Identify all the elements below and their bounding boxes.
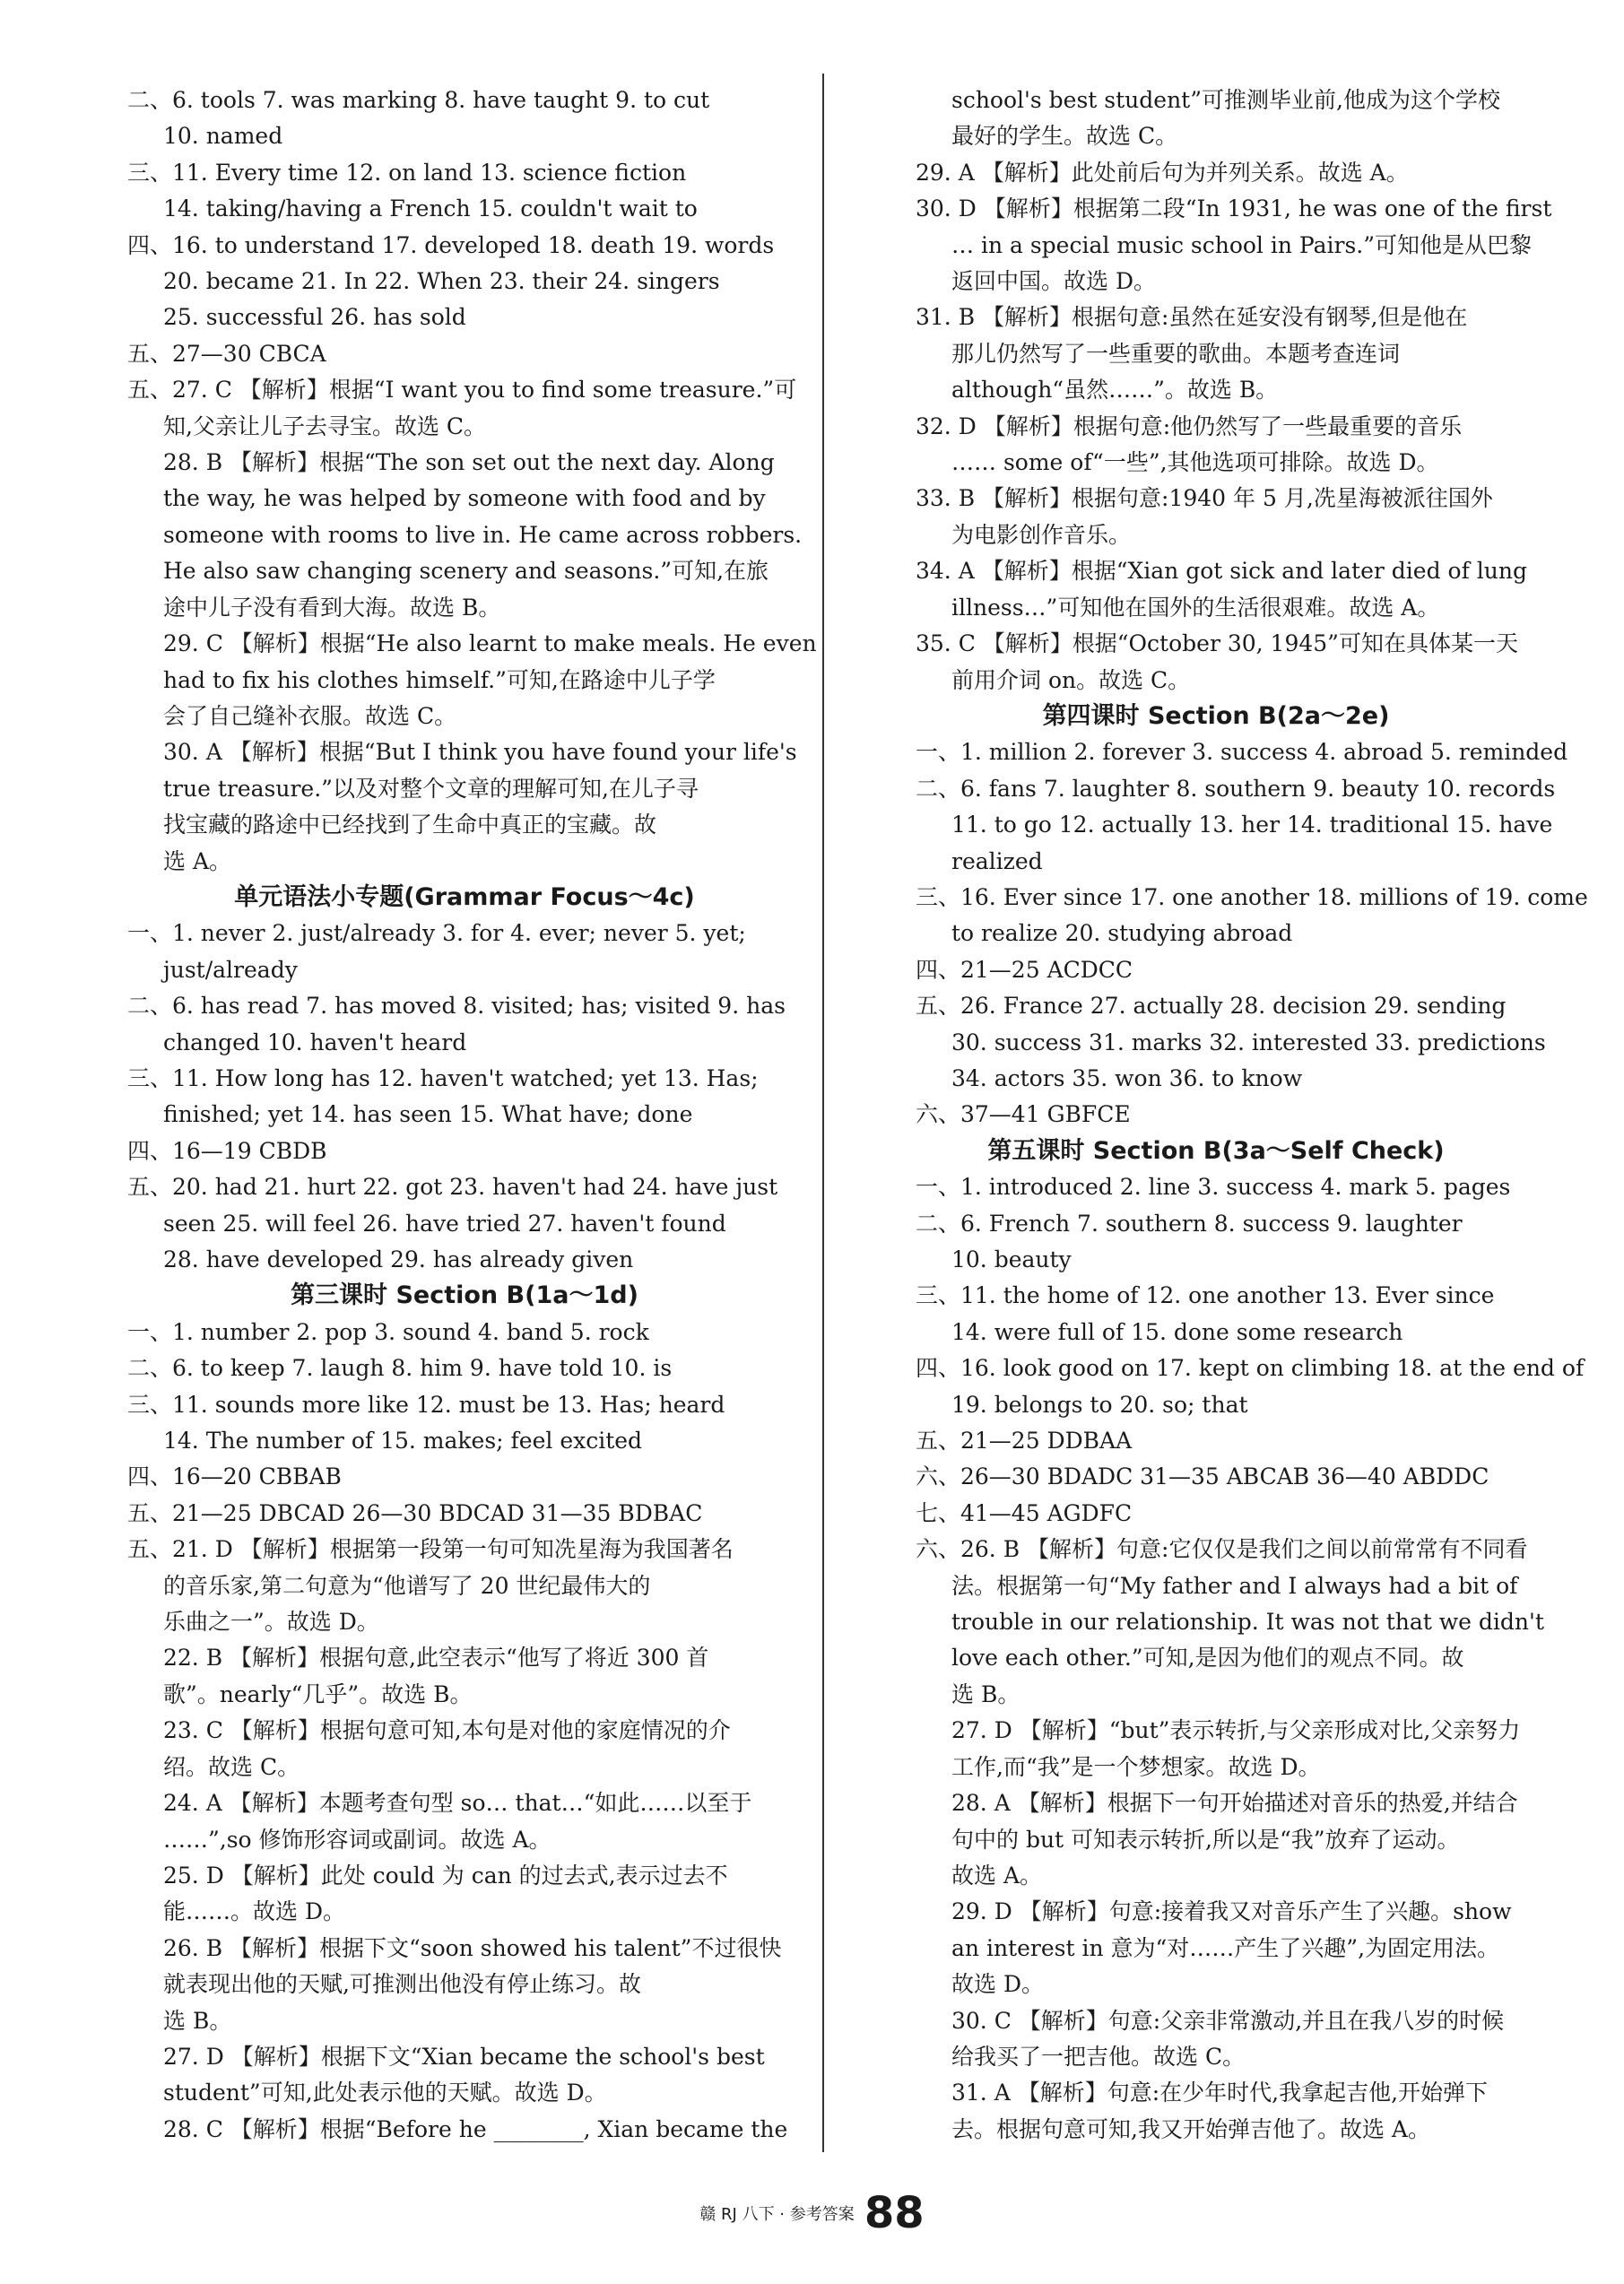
- answer-line: 28. A 【解析】根据下一句开始描述对音乐的热爱,并结合: [951, 1790, 1518, 1817]
- answer-line: 途中儿子没有看到大海。故选 B。: [163, 594, 501, 621]
- answer-line: 22. B 【解析】根据句意,此空表示“他写了将近 300 首: [163, 1645, 709, 1672]
- answer-line: although“虽然……”。故选 B。: [951, 377, 1279, 404]
- answer-line: 选 B。: [163, 2007, 232, 2034]
- answer-line: 三、11. sounds more like 12. must be 13. Has; heard: [127, 1391, 725, 1418]
- column-divider: [822, 74, 824, 2152]
- answer-line: 五、26. France 27. actually 28. decision 29. sending: [916, 993, 1507, 1020]
- answer-line: 28. B 【解析】根据“The son set out the next day. Along: [163, 449, 775, 476]
- answer-line: 30. A 【解析】根据“But I think you have found your life's: [163, 739, 797, 766]
- answer-line: 三、11. How long has 12. haven't watched; yet 13. Has;: [127, 1064, 759, 1091]
- answer-line: 14. taking/having a French 15. couldn't wait to: [163, 195, 698, 222]
- answer-line: someone with rooms to live in. He came across robbers.: [163, 521, 803, 548]
- answer-line: love each other.”可知,是因为他们的观点不同。故: [951, 1645, 1464, 1672]
- answer-line: 四、16. to understand 17. developed 18. death 19. words: [127, 231, 775, 258]
- answer-line: trouble in our relationship. It was not that we didn't: [951, 1609, 1544, 1636]
- page-footer: [0, 2188, 1624, 2238]
- answer-line: 四、16. look good on 17. kept on climbing 18. at the end of: [916, 1355, 1585, 1382]
- answer-line: 35. C 【解析】根据“October 30, 1945”可知在具体某一天: [916, 630, 1518, 657]
- answer-line: 31. B 【解析】根据句意:虽然在延安没有钢琴,但是他在: [916, 304, 1468, 331]
- section-heading: 单元语法小专题(Grammar Focus～4c): [234, 882, 695, 911]
- answer-line: 29. C 【解析】根据“He also learnt to make meals. He even: [163, 630, 817, 657]
- answer-line: 27. D 【解析】“but”表示转折,与父亲形成对比,父亲努力: [951, 1717, 1521, 1744]
- answer-line: 一、1. million 2. forever 3. success 4. abroad 5. reminded: [916, 739, 1568, 766]
- answer-line: just/already: [163, 956, 298, 983]
- answer-line: 二、6. to keep 7. laugh 8. him 9. have told 10. is: [127, 1355, 673, 1382]
- answer-line: 二、6. French 7. southern 8. success 9. laughter: [916, 1210, 1463, 1237]
- answer-line: 30. success 31. marks 32. interested 33. predictions: [951, 1029, 1546, 1055]
- answer-line: to realize 20. studying abroad: [951, 920, 1293, 947]
- answer-line: seen 25. will feel 26. have tried 27. haven't found: [163, 1210, 726, 1237]
- answer-line: 33. B 【解析】根据句意:1940 年 5 月,冼星海被派往国外: [916, 485, 1493, 512]
- answer-line: 歌”。nearly“几乎”。故选 B。: [163, 1680, 473, 1707]
- section-heading: 第三课时 Section B(1a～1d): [291, 1281, 638, 1310]
- answer-line: illness…”可知他在国外的生活很艰难。故选 A。: [951, 594, 1440, 621]
- answer-line: 10. named: [163, 123, 283, 150]
- answer-line: 28. C 【解析】根据“Before he ________, Xian became the: [163, 2115, 788, 2142]
- answer-line: realized: [951, 847, 1043, 874]
- answer-line: 五、21. D 【解析】根据第一段第一句可知冼星海为我国著名: [127, 1536, 734, 1563]
- answer-line: 返回中国。故选 D。: [951, 268, 1156, 295]
- answer-line: … in a special music school in Pairs.”可知他是从巴黎: [951, 231, 1533, 258]
- answer-line: 30. C 【解析】句意:父亲非常激动,并且在我八岁的时候: [951, 2007, 1505, 2034]
- answer-line: 34. A 【解析】根据“Xian got sick and later died of lung: [916, 558, 1527, 585]
- answer-line: 工作,而“我”是一个梦想家。故选 D。: [951, 1753, 1321, 1780]
- answer-line: changed 10. haven't heard: [163, 1029, 467, 1055]
- answer-line: 选 B。: [951, 1680, 1020, 1707]
- answer-line: 二、6. tools 7. was marking 8. have taught 9. to cut: [127, 87, 710, 113]
- answer-line: 25. D 【解析】此处 could 为 can 的过去式,表示过去不: [163, 1862, 728, 1889]
- answer-line: 14. were full of 15. done some research: [951, 1318, 1403, 1345]
- answer-line: 会了自己缝补衣服。故选 C。: [163, 702, 457, 729]
- answer-line: 故选 D。: [951, 1971, 1044, 1998]
- answer-line: 26. B 【解析】根据下文“soon showed his talent”不过很快: [163, 1934, 782, 1961]
- answer-line: 就表现出他的天赋,可推测出他没有停止练习。故: [163, 1971, 641, 1998]
- answer-line: 三、16. Ever since 17. one another 18. millions of 19. come: [916, 883, 1588, 910]
- answer-line: 七、41—45 AGDFC: [916, 1499, 1133, 1526]
- section-heading: 第五课时 Section B(3a～Self Check): [987, 1136, 1445, 1165]
- answer-line: 前用介词 on。故选 C。: [951, 666, 1191, 693]
- answer-line: 29. A 【解析】此处前后句为并列关系。故选 A。: [916, 159, 1409, 186]
- answer-line: 一、1. never 2. just/already 3. for 4. ever; never 5. yet;: [127, 920, 746, 947]
- answer-line: 六、26—30 BDADC 31—35 ABCAB 36—40 ABDDC: [916, 1463, 1489, 1490]
- answer-line: 乐曲之一”。故选 D。: [163, 1609, 379, 1636]
- answer-line: 去。根据句意可知,我又开始弹吉他了。故选 A。: [951, 2115, 1430, 2142]
- answer-line: 五、27—30 CBCA: [127, 340, 326, 367]
- answer-line: 23. C 【解析】根据句意可知,本句是对他的家庭情况的介: [163, 1717, 731, 1744]
- answer-line: 四、16—20 CBBAB: [127, 1463, 342, 1490]
- answer-line: 25. successful 26. has sold: [163, 304, 466, 331]
- page-number: 88: [864, 2188, 925, 2238]
- answer-line: 那儿仍然写了一些重要的歌曲。本题考查连词: [951, 340, 1401, 367]
- answer-line: 四、21—25 ACDCC: [916, 956, 1133, 983]
- answer-line: the way, he was helped by someone with food and by: [163, 485, 766, 512]
- answer-line: 五、27. C 【解析】根据“I want you to find some treasure.”可: [127, 377, 797, 404]
- answer-line: 27. D 【解析】根据下文“Xian became the school's best: [163, 2043, 765, 2070]
- section-heading: 第四课时 Section B(2a～2e): [1042, 701, 1390, 730]
- answer-line: 六、37—41 GBFCE: [916, 1101, 1131, 1128]
- answer-line: 24. A 【解析】本题考查句型 so… that…“如此……以至于: [163, 1790, 752, 1817]
- answer-line: 30. D 【解析】根据第二段“In 1931, he was one of the first: [916, 195, 1552, 222]
- answer-line: 五、21—25 DBCAD 26—30 BDCAD 31—35 BDBAC: [127, 1499, 703, 1526]
- footer-label: 赣 RJ 八下 · 参考答案: [699, 2205, 855, 2224]
- answer-line: 找宝藏的路途中已经找到了生命中真正的宝藏。故: [163, 812, 657, 838]
- answer-line: 二、6. has read 7. has moved 8. visited; has; visited 9. has: [127, 993, 786, 1020]
- left-column: [127, 83, 817, 2148]
- answer-line: 29. D 【解析】句意:接着我又对音乐产生了兴趣。show: [951, 1898, 1512, 1925]
- answer-line: 32. D 【解析】根据句意:他仍然写了一些最重要的音乐: [916, 413, 1463, 439]
- answer-line: 的音乐家,第二句意为“他谱写了 20 世纪最伟大的: [163, 1572, 651, 1599]
- answer-line: 14. The number of 15. makes; feel excited: [163, 1428, 643, 1455]
- answer-line: 故选 A。: [951, 1862, 1043, 1889]
- answer-line: 为电影创作音乐。: [951, 521, 1132, 548]
- answer-line: 二、6. fans 7. laughter 8. southern 9. beauty 10. records: [916, 775, 1556, 802]
- answer-line: 六、26. B 【解析】句意:它仅仅是我们之间以前常常有不同看: [916, 1536, 1528, 1563]
- answer-line: 五、21—25 DDBAA: [916, 1428, 1133, 1455]
- answer-line: an interest in 意为“对……产生了兴趣”,为固定用法。: [951, 1934, 1500, 1961]
- answer-line: 给我买了一把吉他。故选 C。: [951, 2043, 1246, 2070]
- answer-line: 11. to go 12. actually 13. her 14. traditional 15. have: [951, 812, 1553, 838]
- answer-line: 句中的 but 可知表示转折,所以是“我”放弃了运动。: [951, 1826, 1460, 1853]
- answer-line: …… some of“一些”,其他选项可排除。故选 D。: [951, 449, 1439, 476]
- answer-line: 一、1. number 2. pop 3. sound 4. band 5. rock: [127, 1318, 649, 1345]
- answer-line: 法。根据第一句“My father and I always had a bit of: [951, 1572, 1518, 1599]
- answer-line: 三、11. Every time 12. on land 13. science fiction: [127, 159, 687, 186]
- answer-line: 28. have developed 29. has already given: [163, 1246, 634, 1272]
- answer-line: 三、11. the home of 12. one another 13. Ever since: [916, 1282, 1495, 1309]
- answer-line: 绍。故选 C。: [163, 1753, 300, 1780]
- answer-line: 一、1. introduced 2. line 3. success 4. mark 5. pages: [916, 1174, 1511, 1201]
- answer-line: true treasure.”以及对整个文章的理解可知,在儿子寻: [163, 775, 699, 802]
- answer-line: 最好的学生。故选 C。: [951, 123, 1178, 150]
- answer-line: school's best student”可推测毕业前,他成为这个学校: [951, 87, 1500, 113]
- answer-line: 10. beauty: [951, 1246, 1072, 1272]
- answer-line: 知,父亲让儿子去寻宝。故选 C。: [163, 413, 487, 439]
- answer-line: He also saw changing scenery and seasons.”可知,在旅: [163, 558, 769, 585]
- right-column: [916, 83, 1588, 2148]
- answer-line: ……”,so 修饰形容词或副词。故选 A。: [163, 1826, 551, 1853]
- answer-line: 四、16—19 CBDB: [127, 1137, 327, 1164]
- answer-line: 34. actors 35. won 36. to know: [951, 1064, 1303, 1091]
- answer-line: student”可知,此处表示他的天赋。故选 D。: [163, 2080, 607, 2106]
- answer-line: 能……。故选 D。: [163, 1898, 345, 1925]
- answer-line: 31. A 【解析】句意:在少年时代,我拿起吉他,开始弹下: [951, 2080, 1489, 2106]
- answer-line: 五、20. had 21. hurt 22. got 23. haven't had 24. have just: [127, 1174, 778, 1201]
- answer-line: 20. became 21. In 22. When 23. their 24. singers: [163, 268, 720, 295]
- answer-line: had to fix his clothes himself.”可知,在路途中儿子学: [163, 666, 716, 693]
- answer-line: 19. belongs to 20. so; that: [951, 1391, 1248, 1418]
- answer-line: finished; yet 14. has seen 15. What have; done: [163, 1101, 693, 1128]
- answer-line: 选 A。: [163, 847, 232, 874]
